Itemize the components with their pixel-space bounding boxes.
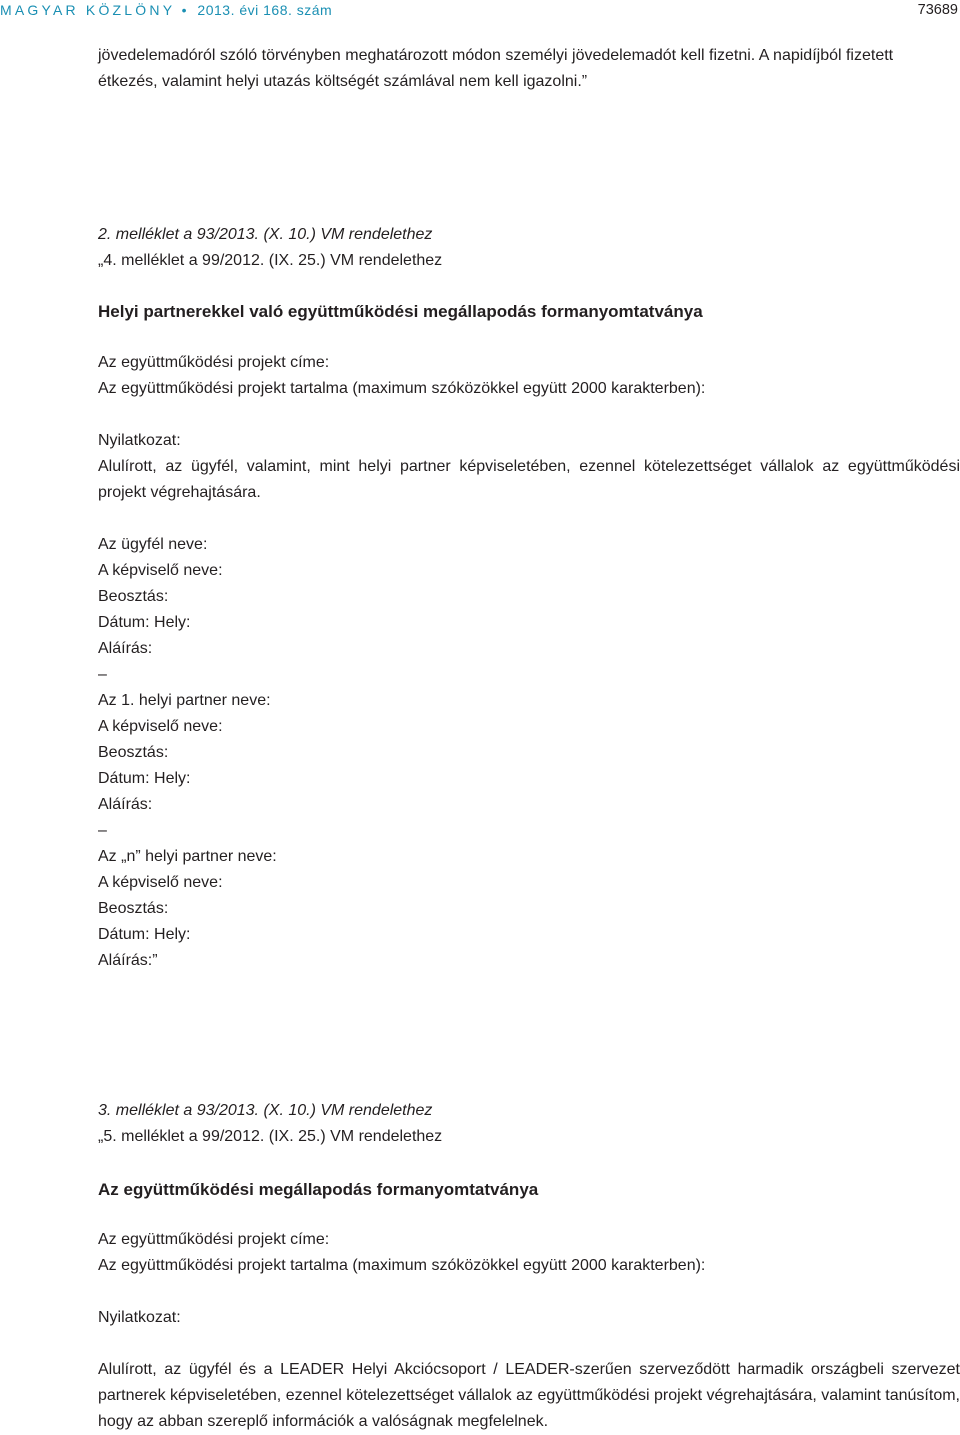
form-field-label: A képviselő neve: [98, 562, 223, 579]
annex-ref-amending: 3. melléklet a 93/2013. (X. 10.) VM rendelethez [98, 1102, 433, 1119]
project-title-label: Az együttműködési projekt címe: [98, 1231, 330, 1248]
annex-ref-amending: 2. melléklet a 93/2013. (X. 10.) VM rendelethez [98, 226, 433, 243]
annex3-declaration-label: Nyilatkozat: [98, 1309, 181, 1326]
form-field-label: A képviselő neve: [98, 718, 223, 735]
annex3-declaration-text: Alulírott, az ügyfél és a LEADER Helyi Akciócsoport / LEADER-szerűen szerveződött harmadik országbeli szervezet partnerek képviseletében, ezennel kötelezettséget vállalok az együttműködési projekt végrehajtására, valamint tanúsítom, hogy az abban szereplő információk a valóságnak megfelelnek. [98, 1361, 960, 1430]
form-field-label: Az „n” helyi partner neve: [98, 848, 277, 865]
form-field-label: Az 1. helyi partner neve: [98, 692, 271, 709]
running-header [0, 2, 332, 18]
form-field-label: Beosztás: [98, 744, 169, 761]
intro-line: étkezés, valamint helyi utazás költségét számlával nem kell igazolni.” [98, 73, 588, 90]
page-number: 73689 [917, 2, 958, 18]
annex-ref-amended: „4. melléklet a 99/2012. (IX. 25.) VM rendelethez [98, 252, 443, 269]
form-field-label: Az ügyfél neve: [98, 536, 208, 553]
form-field-label: A képviselő neve: [98, 874, 223, 891]
form-field-label: Aláírás: [98, 796, 153, 813]
intro-line: jövedelemadóról szóló törvényben meghatározott módon személyi jövedelemadót kell fizetni. A napidíjból fizetett [98, 47, 894, 64]
annex-ref-amended: „5. melléklet a 99/2012. (IX. 25.) VM rendelethez [98, 1128, 443, 1145]
form-separator: – [98, 822, 107, 839]
form-field-label: Dátum: Hely: [98, 614, 191, 631]
annex3-title: Az együttműködési megállapodás formanyomtatványa [98, 1180, 539, 1199]
journal-name: MAGYAR KÖZLÖNY [0, 2, 176, 18]
project-content-label: Az együttműködési projekt tartalma (maximum szóközökkel együtt 2000 karakterben): [98, 380, 706, 397]
header-separator: • [181, 2, 188, 18]
form-field-label: Aláírás: [98, 640, 153, 657]
issue-number: 2013. évi 168. szám [197, 2, 333, 18]
form-field-label: Aláírás:” [98, 952, 158, 969]
form-field-label: Beosztás: [98, 900, 169, 917]
annex2-title: Helyi partnerekkel való együttműködési megállapodás formanyomtatványa [98, 302, 703, 321]
annex2-declaration-text: Alulírott, az ügyfél, valamint, mint helyi partner képviseletében, ezennel kötelezettséget vállalok az együttműködési projekt végrehajtására. [98, 458, 960, 501]
form-field-label: Dátum: Hely: [98, 926, 191, 943]
intro-paragraph [98, 43, 960, 95]
form-field-label: Beosztás: [98, 588, 169, 605]
form-separator: – [98, 666, 107, 683]
annex2-signature-fields [98, 532, 960, 974]
annex2-declaration-label: Nyilatkozat: [98, 432, 181, 449]
annex3-reference [98, 1098, 960, 1150]
project-title-label: Az együttműködési projekt címe: [98, 354, 330, 371]
annex3-project-section [98, 1227, 960, 1279]
annex2-reference [98, 222, 960, 274]
annex2-project-section [98, 350, 960, 402]
form-field-label: Dátum: Hely: [98, 770, 191, 787]
project-content-label: Az együttműködési projekt tartalma (maximum szóközökkel együtt 2000 karakterben): [98, 1257, 706, 1274]
